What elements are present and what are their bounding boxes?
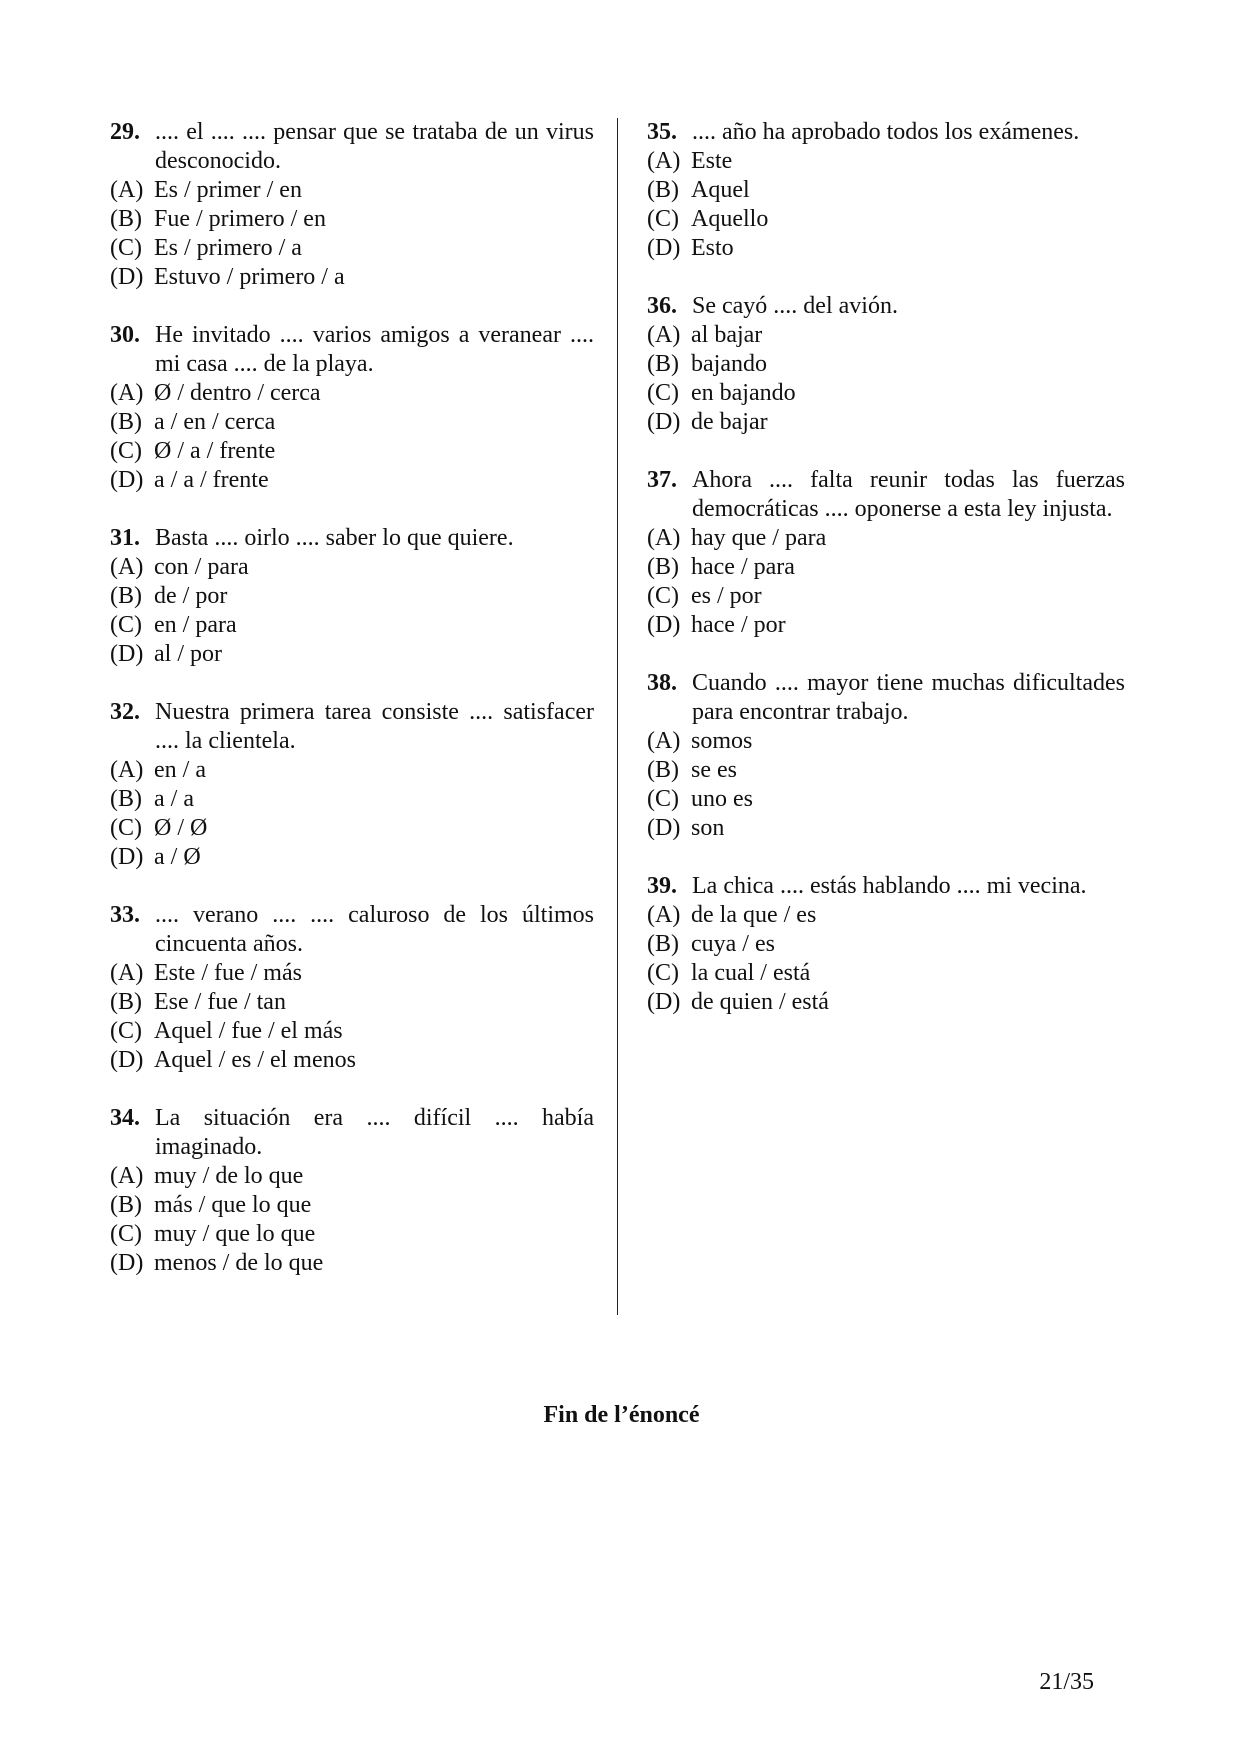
option-letter: (A)	[647, 525, 681, 551]
option-letter: (B)	[647, 177, 679, 203]
question-stem: Basta .... oirlo .... saber lo que quiere.	[155, 525, 514, 551]
right-column	[647, 118, 1125, 1046]
option-text: Ø / Ø	[154, 815, 208, 841]
answer-option	[110, 234, 594, 263]
question-37	[647, 466, 1125, 640]
answer-option	[647, 727, 1125, 756]
option-letter: (C)	[110, 612, 142, 638]
answer-option	[110, 988, 594, 1017]
answer-option	[110, 785, 594, 814]
option-text: con / para	[154, 554, 249, 580]
option-letter: (A)	[110, 177, 144, 203]
question-38	[647, 669, 1125, 843]
answer-option	[647, 379, 1125, 408]
option-letter: (D)	[647, 989, 681, 1015]
question-number: 30.	[110, 322, 140, 348]
option-letter: (A)	[647, 902, 681, 928]
answer-option	[647, 988, 1125, 1017]
option-letter: (D)	[647, 409, 681, 435]
question-39	[647, 872, 1125, 1017]
column-divider	[617, 118, 618, 1315]
page-number: 21/35	[1039, 1669, 1094, 1695]
answer-option	[647, 785, 1125, 814]
question-stem: He invitado .... varios amigos a veranear .... mi casa .... de la playa.	[155, 322, 594, 377]
answer-option	[110, 176, 594, 205]
option-text: Esto	[691, 235, 734, 261]
answer-option	[647, 814, 1125, 843]
answer-option	[647, 553, 1125, 582]
option-letter: (A)	[110, 1163, 144, 1189]
answer-option	[110, 205, 594, 234]
answer-option	[110, 437, 594, 466]
question-34	[110, 1104, 594, 1278]
option-letter: (B)	[647, 931, 679, 957]
option-letter: (D)	[110, 1250, 144, 1276]
option-text: Es / primer / en	[154, 177, 302, 203]
option-letter: (B)	[647, 757, 679, 783]
option-text: bajando	[691, 351, 767, 377]
question-number: 36.	[647, 293, 677, 319]
option-text: en / a	[154, 757, 206, 783]
option-text: son	[691, 815, 725, 841]
option-text: a / en / cerca	[154, 409, 276, 435]
question-number: 31.	[110, 525, 140, 551]
option-text: Ese / fue / tan	[154, 989, 286, 1015]
answer-option	[110, 582, 594, 611]
answer-option	[110, 408, 594, 437]
option-text: la cual / está	[691, 960, 811, 986]
question-stem: Se cayó .... del avión.	[692, 293, 898, 319]
question-36	[647, 292, 1125, 437]
option-text: al bajar	[691, 322, 763, 348]
option-letter: (A)	[110, 554, 144, 580]
option-text: es / por	[691, 583, 762, 609]
question-stem: La situación era .... difícil .... había imaginado.	[155, 1105, 594, 1160]
option-letter: (D)	[110, 844, 144, 870]
option-letter: (A)	[110, 380, 144, 406]
option-text: Aquel / fue / el más	[154, 1018, 343, 1044]
question-stem: .... verano .... .... caluroso de los últimos cincuenta años.	[155, 902, 594, 957]
answer-option	[647, 321, 1125, 350]
answer-option	[647, 176, 1125, 205]
question-30	[110, 321, 594, 495]
option-text: Fue / primero / en	[154, 206, 326, 232]
question-stem: .... año ha aprobado todos los exámenes.	[692, 119, 1080, 145]
option-text: Es / primero / a	[154, 235, 302, 261]
question-number: 37.	[647, 467, 677, 493]
option-letter: (B)	[110, 206, 142, 232]
option-text: al / por	[154, 641, 222, 667]
option-text: a / a	[154, 786, 194, 812]
answer-option	[647, 147, 1125, 176]
answer-option	[647, 930, 1125, 959]
option-text: cuya / es	[691, 931, 775, 957]
option-letter: (C)	[110, 1018, 142, 1044]
option-text: en bajando	[691, 380, 796, 406]
option-text: menos / de lo que	[154, 1250, 324, 1276]
option-letter: (B)	[110, 1192, 142, 1218]
question-29	[110, 118, 594, 292]
answer-option	[647, 959, 1125, 988]
answer-option	[110, 640, 594, 669]
answer-option	[647, 524, 1125, 553]
option-letter: (D)	[647, 235, 681, 261]
answer-option	[647, 611, 1125, 640]
option-letter: (D)	[110, 1047, 144, 1073]
answer-option	[647, 756, 1125, 785]
option-letter: (D)	[110, 467, 144, 493]
question-stem: Ahora .... falta reunir todas las fuerzas democráticas .... oponerse a esta ley injusta.	[692, 467, 1125, 522]
answer-option	[110, 1162, 594, 1191]
question-number: 39.	[647, 873, 677, 899]
option-text: a / a / frente	[154, 467, 269, 493]
question-number: 29.	[110, 119, 140, 145]
option-letter: (C)	[110, 1221, 142, 1247]
option-text: uno es	[691, 786, 753, 812]
answer-option	[110, 756, 594, 785]
option-text: muy / de lo que	[154, 1163, 304, 1189]
answer-option	[110, 1220, 594, 1249]
answer-option	[110, 466, 594, 495]
option-letter: (B)	[647, 351, 679, 377]
question-stem: .... el .... .... pensar que se trataba de un virus desconocido.	[155, 119, 594, 174]
answer-option	[110, 843, 594, 872]
question-35	[647, 118, 1125, 263]
option-letter: (A)	[647, 148, 681, 174]
option-letter: (B)	[110, 409, 142, 435]
option-letter: (B)	[110, 786, 142, 812]
option-letter: (D)	[647, 612, 681, 638]
answer-option	[110, 1249, 594, 1278]
option-letter: (C)	[110, 815, 142, 841]
option-text: Este / fue / más	[154, 960, 302, 986]
option-text: de / por	[154, 583, 228, 609]
option-letter: (B)	[110, 583, 142, 609]
option-letter: (D)	[647, 815, 681, 841]
answer-option	[647, 901, 1125, 930]
question-number: 34.	[110, 1105, 140, 1131]
question-number: 35.	[647, 119, 677, 145]
answer-option	[110, 611, 594, 640]
option-text: Este	[691, 148, 733, 174]
option-letter: (A)	[110, 960, 144, 986]
option-letter: (A)	[647, 322, 681, 348]
answer-option	[647, 234, 1125, 263]
question-31	[110, 524, 594, 669]
option-text: Estuvo / primero / a	[154, 264, 345, 290]
option-letter: (C)	[647, 583, 679, 609]
question-32	[110, 698, 594, 872]
option-text: más / que lo que	[154, 1192, 312, 1218]
option-text: hay que / para	[691, 525, 827, 551]
question-number: 33.	[110, 902, 140, 928]
option-text: hace / para	[691, 554, 795, 580]
answer-option	[647, 205, 1125, 234]
option-text: Aquel	[691, 177, 750, 203]
option-text: a / Ø	[154, 844, 201, 870]
option-text: somos	[691, 728, 753, 754]
option-text: se es	[691, 757, 737, 783]
left-column	[110, 118, 594, 1307]
option-letter: (C)	[647, 960, 679, 986]
answer-option	[110, 263, 594, 292]
option-text: en / para	[154, 612, 237, 638]
option-letter: (B)	[110, 989, 142, 1015]
question-stem: Cuando .... mayor tiene muchas dificultades para encontrar trabajo.	[692, 670, 1125, 725]
option-letter: (C)	[647, 786, 679, 812]
option-letter: (D)	[110, 264, 144, 290]
option-text: Aquel / es / el menos	[154, 1047, 356, 1073]
question-33	[110, 901, 594, 1075]
option-text: hace / por	[691, 612, 786, 638]
question-number: 38.	[647, 670, 677, 696]
answer-option	[110, 1017, 594, 1046]
answer-option	[110, 959, 594, 988]
option-letter: (C)	[110, 438, 142, 464]
option-letter: (C)	[110, 235, 142, 261]
option-text: de quien / está	[691, 989, 829, 1015]
question-number: 32.	[110, 699, 140, 725]
option-letter: (D)	[110, 641, 144, 667]
option-text: de la que / es	[691, 902, 817, 928]
question-stem: Nuestra primera tarea consiste .... satisfacer .... la clientela.	[155, 699, 594, 754]
answer-option	[110, 1191, 594, 1220]
answer-option	[647, 408, 1125, 437]
option-text: de bajar	[691, 409, 768, 435]
answer-option	[110, 553, 594, 582]
end-of-statement: Fin de l’énoncé	[543, 1402, 700, 1428]
option-letter: (B)	[647, 554, 679, 580]
answer-option	[110, 379, 594, 408]
question-stem: La chica .... estás hablando .... mi vecina.	[692, 873, 1087, 899]
option-letter: (A)	[110, 757, 144, 783]
answer-option	[647, 582, 1125, 611]
option-letter: (C)	[647, 380, 679, 406]
option-text: Aquello	[691, 206, 769, 232]
answer-option	[110, 1046, 594, 1075]
option-text: muy / que lo que	[154, 1221, 316, 1247]
answer-option	[110, 814, 594, 843]
option-letter: (C)	[647, 206, 679, 232]
option-text: Ø / dentro / cerca	[154, 380, 321, 406]
answer-option	[647, 350, 1125, 379]
option-letter: (A)	[647, 728, 681, 754]
option-text: Ø / a / frente	[154, 438, 276, 464]
